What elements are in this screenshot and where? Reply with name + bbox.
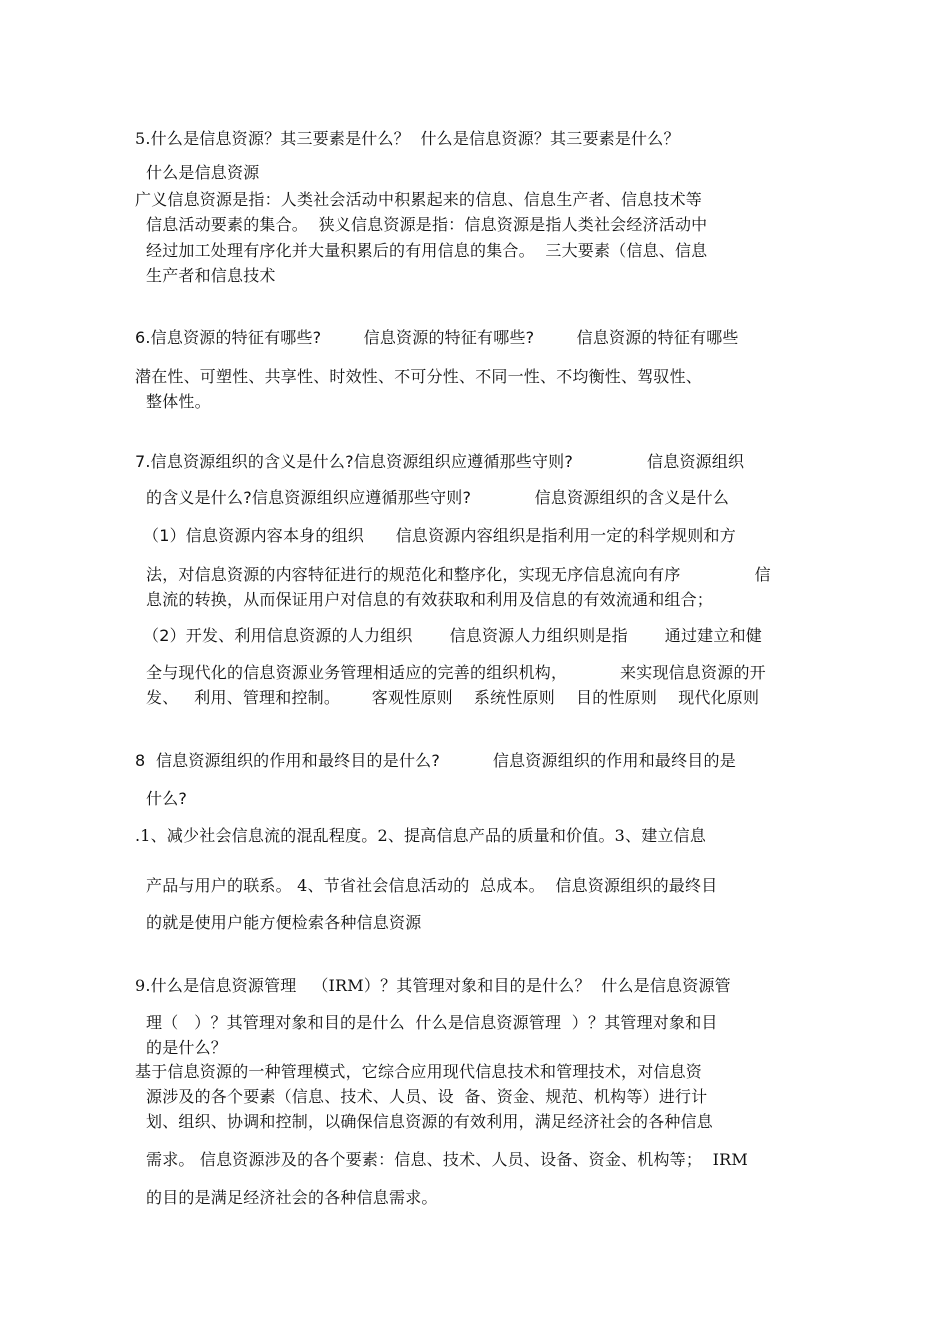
q8-line-2: 产品与用户的联系。 4、节省社会信息活动的 总成本。 信息资源组织的最终目 (146, 876, 718, 895)
q7-line-1: （1）信息资源内容本身的组织 信息资源内容组织是指利用一定的科学规则和方 (143, 526, 736, 545)
q9-line-1: 基于信息资源的一种管理模式，它综合应用现代信息技术和管理技术，对信息资 (135, 1062, 703, 1081)
q7-line-2: 法，对信息资源的内容特征进行的规范化和整序化，实现无序信息流向有序 信 (146, 565, 771, 584)
q8-line-1: .1、减少社会信息流的混乱程度。2、提高信息产品的质量和价值。3、建立信息 (135, 826, 707, 845)
q8-title-cont: 什么? (146, 789, 188, 808)
q7-title-cont: 的含义是什么?信息资源组织应遵循那些守则? 信息资源组织的含义是什么 (146, 488, 730, 507)
q7-line-5: 全与现代化的信息资源业务管理相适应的完善的组织机构， 来实现信息资源的开 (146, 663, 766, 682)
q6-line-2: 整体性。 (146, 392, 211, 411)
q9-title-cont-2: 的是什么？ (146, 1038, 228, 1057)
q9-line-2: 源涉及的各个要素（信息、技术、人员、设 备、资金、规范、机构等）进行计 (146, 1087, 708, 1106)
q9-line-4: 需求。 信息资源涉及的各个要素：信息、技术、人员、设备、资金、机构等； IRM (146, 1150, 749, 1169)
q9-line-3: 划、组织、协调和控制，以确保信息资源的有效利用，满足经济社会的各种信息 (146, 1112, 714, 1131)
q9-line-5: 的目的是满足经济社会的各种信息需求。 (146, 1188, 438, 1207)
q8-line-3: 的就是使用户能方便检索各种信息资源 (146, 913, 422, 932)
q9-title-cont: 理（ ）？其管理对象和目的是什么 什么是信息资源管理 ）？其管理对象和目 (146, 1013, 718, 1032)
q5-line-2: 信息活动要素的集合。 狭义信息资源是指：信息资源是指人类社会经济活动中 (146, 215, 708, 234)
q7-title: 7.信息资源组织的含义是什么?信息资源组织应遵循那些守则? 信息资源组织 (135, 452, 745, 471)
q9-title: 9.什么是信息资源管理 （IRM）？其管理对象和目的是什么？ 什么是信息资源管 (135, 976, 731, 995)
q7-line-4: （2）开发、利用信息资源的人力组织 信息资源人力组织则是指 通过建立和健 (143, 626, 762, 645)
q5-line-3: 经过加工处理有序化并大量积累后的有用信息的集合。 三大要素（信息、信息 (146, 241, 708, 260)
q8-title: 8 信息资源组织的作用和最终目的是什么? 信息资源组织的作用和最终目的是 (135, 751, 736, 770)
q5-title: 5.什么是信息资源？其三要素是什么？ 什么是信息资源？其三要素是什么？ (135, 129, 680, 148)
q5-subtitle: 什么是信息资源 (146, 163, 260, 182)
q5-line-1: 广义信息资源是指：人类社会活动中积累起来的信息、信息生产者、信息技术等 (135, 190, 703, 209)
q7-line-6: 发、 利用、管理和控制。 客观性原则 系统性原则 目的性原则 现代化原则 (146, 688, 760, 707)
q6-title: 6.信息资源的特征有哪些? 信息资源的特征有哪些? 信息资源的特征有哪些 (135, 328, 739, 347)
q7-line-3: 息流的转换，从而保证用户对信息的有效获取和利用及信息的有效流通和组合； (146, 590, 714, 609)
q6-line-1: 潜在性、可塑性、共享性、时效性、不可分性、不同一性、不均衡性、驾驭性、 (135, 367, 703, 386)
q5-line-4: 生产者和信息技术 (146, 266, 276, 285)
